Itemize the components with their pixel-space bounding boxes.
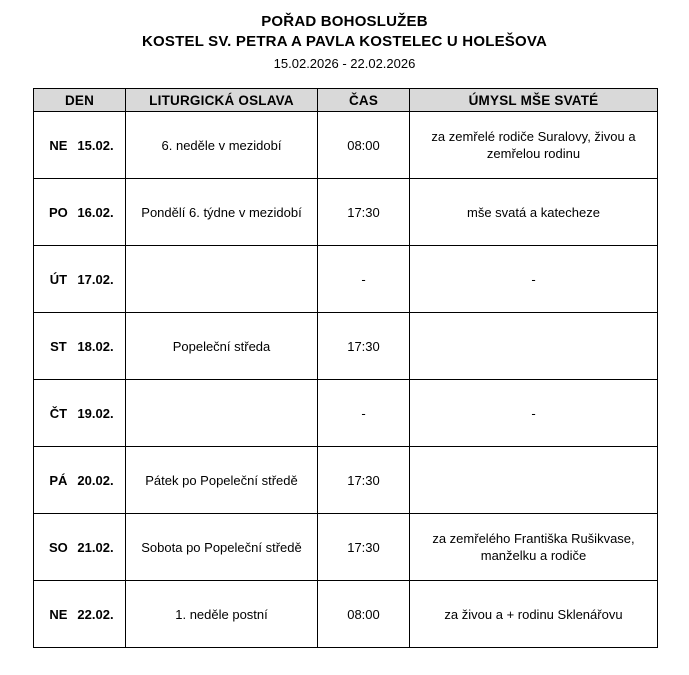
- table-row: [34, 514, 658, 581]
- table-row: [34, 112, 658, 179]
- cell-intention: -: [410, 380, 658, 447]
- day-name: PÁ: [49, 472, 68, 488]
- cell-day: [34, 380, 126, 447]
- cell-intention: [410, 313, 658, 380]
- cell-celebration: [126, 380, 318, 447]
- schedule-table-wrapper: [33, 88, 657, 648]
- cell-celebration: [126, 246, 318, 313]
- table-body: [34, 112, 658, 648]
- day-name: PO: [49, 204, 68, 220]
- cell-celebration: Popeleční středa: [126, 313, 318, 380]
- cell-day: [34, 179, 126, 246]
- column-header-time: ČAS: [318, 89, 410, 112]
- cell-day: [34, 313, 126, 380]
- cell-intention: za zemřelého Františka Rušikvase, manželku a rodiče: [410, 514, 658, 581]
- table-row: [34, 380, 658, 447]
- day-date: 20.02.: [77, 472, 114, 488]
- cell-time: 08:00: [318, 581, 410, 648]
- cell-day: [34, 514, 126, 581]
- day-date: 16.02.: [77, 204, 114, 220]
- cell-intention: [410, 447, 658, 514]
- table-row: [34, 313, 658, 380]
- table-header-row: [34, 89, 658, 112]
- cell-time: 17:30: [318, 313, 410, 380]
- day-date: 19.02.: [77, 405, 114, 421]
- cell-time: 08:00: [318, 112, 410, 179]
- cell-intention: -: [410, 246, 658, 313]
- cell-day: [34, 112, 126, 179]
- cell-time: -: [318, 380, 410, 447]
- cell-day: [34, 581, 126, 648]
- table-row: [34, 179, 658, 246]
- day-date: 21.02.: [77, 539, 114, 555]
- cell-celebration: Pondělí 6. týdne v mezidobí: [126, 179, 318, 246]
- cell-celebration: 6. neděle v mezidobí: [126, 112, 318, 179]
- day-date: 22.02.: [77, 606, 114, 622]
- table-row: [34, 246, 658, 313]
- cell-time: 17:30: [318, 447, 410, 514]
- cell-day: [34, 447, 126, 514]
- day-name: SO: [49, 539, 68, 555]
- table-header-row-group: [34, 89, 658, 112]
- cell-celebration: 1. neděle postní: [126, 581, 318, 648]
- column-header-intention: ÚMYSL MŠE SVATÉ: [410, 89, 658, 112]
- document-title: POŘAD BOHOSLUŽEB: [261, 13, 428, 30]
- day-name: ÚT: [49, 271, 68, 287]
- day-name: NE: [49, 606, 68, 622]
- day-name: ST: [50, 338, 67, 354]
- cell-celebration: Sobota po Popeleční středě: [126, 514, 318, 581]
- cell-day: [34, 246, 126, 313]
- schedule-table: [33, 88, 658, 648]
- cell-intention: za živou a + rodinu Sklenářovu: [410, 581, 658, 648]
- document-header: [0, 0, 689, 74]
- cell-time: 17:30: [318, 179, 410, 246]
- day-name: NE: [49, 137, 68, 153]
- column-header-celebration: LITURGICKÁ OSLAVA: [126, 89, 318, 112]
- table-row: [34, 581, 658, 648]
- day-name: ČT: [49, 405, 68, 421]
- document-subtitle-church: KOSTEL SV. PETRA A PAVLA KOSTELEC U HOLEŠOVA: [142, 33, 547, 50]
- document-date-range: 15.02.2026 - 22.02.2026: [273, 56, 416, 71]
- day-date: 15.02.: [77, 137, 114, 153]
- cell-time: -: [318, 246, 410, 313]
- day-date: 18.02.: [77, 338, 114, 354]
- cell-celebration: Pátek po Popeleční středě: [126, 447, 318, 514]
- table-row: [34, 447, 658, 514]
- cell-intention: mše svatá a katecheze: [410, 179, 658, 246]
- column-header-day: DEN: [34, 89, 126, 112]
- cell-intention: za zemřelé rodiče Suralovy, živou a zemřelou rodinu: [410, 112, 658, 179]
- day-date: 17.02.: [77, 271, 114, 287]
- cell-time: 17:30: [318, 514, 410, 581]
